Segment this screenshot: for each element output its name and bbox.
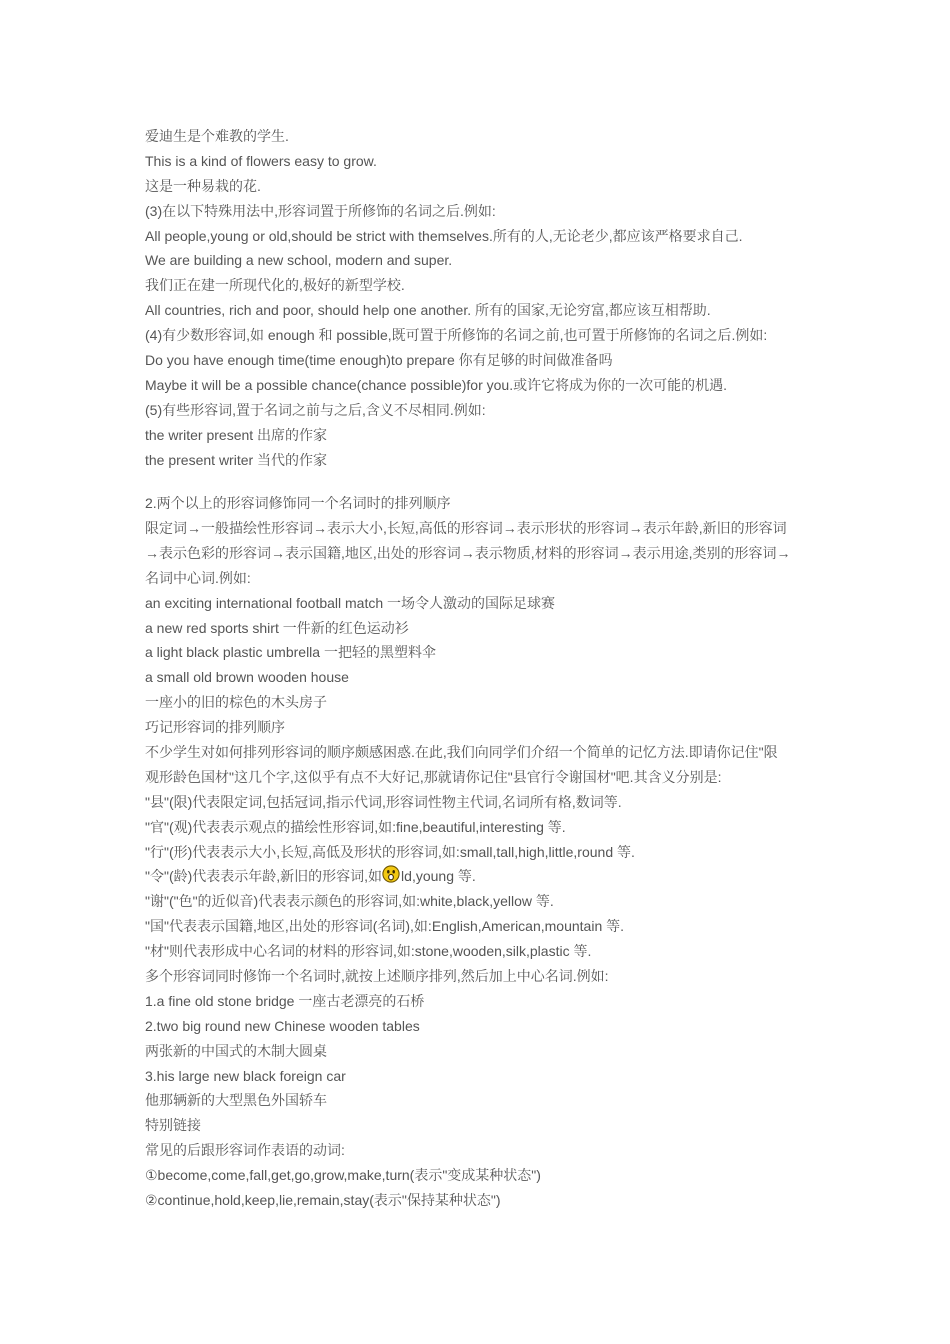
text-line: (5)有些形容词,置于名词之前与之后,含义不尽相同.例如: <box>145 401 486 418</box>
text-line: This is a kind of flowers easy to grow. <box>145 152 377 169</box>
text-line: We are building a new school, modern and super. <box>145 252 453 269</box>
text-line: "行"(形)代表表示大小,长短,高低及形状的形容词,如:small,tall,high,little,round 等. <box>145 843 635 860</box>
text-line: a light black plastic umbrella 一把轻的黑塑料伞 <box>145 644 436 661</box>
surprised-face-emoticon-icon <box>382 865 400 883</box>
text-line: 这是一种易栽的花. <box>145 177 261 194</box>
text-line: Do you have enough time(time enough)to prepare 你有足够的时间做准备吗 <box>145 352 613 369</box>
text-line: "国"代表表示国籍,地区,出处的形容词(名词),如:English,American,mountain 等. <box>145 918 625 935</box>
text-line: 名词中心词.例如: <box>145 569 251 586</box>
text-line: 观形龄色国材"这几个字,这似乎有点不大好记,那就请你记住"县官行令谢国材"吧.其含义分别是: <box>145 768 722 785</box>
text-line: 我们正在建一所现代化的,极好的新型学校. <box>145 277 405 294</box>
text-line: "官"(观)代表表示观点的描绘性形容词,如:fine,beautiful,interesting 等. <box>145 818 566 835</box>
text-line: ②continue,hold,keep,lie,remain,stay(表示"保持某种状态") <box>145 1192 501 1208</box>
paragraph-block-adjective-postposition <box>145 124 815 472</box>
document-body <box>145 124 815 1213</box>
text-line: 不少学生对如何排列形容词的顺序颇感困惑.在此,我们向同学们介绍一个简单的记忆方法.即请你记住"限 <box>145 743 778 760</box>
text-line: 2.two big round new Chinese wooden tables <box>145 1017 420 1034</box>
text-fragment: "令"(龄)代表表示年龄,新旧的形容词,如 <box>145 868 383 885</box>
text-line: 特别链接 <box>145 1117 201 1134</box>
text-line: 多个形容词同时修饰一个名词时,就按上述顺序排列,然后加上中心名词.例如: <box>145 967 609 984</box>
text-line: Maybe it will be a possible chance(chance possible)for you.或许它将成为你的一次可能的机遇. <box>145 376 727 393</box>
text-line: a small old brown wooden house <box>145 669 349 686</box>
text-line: All people,young or old,should be strict with themselves.所有的人,无论老少,都应该严格要求自己. <box>145 227 743 244</box>
text-line: →表示色彩的形容词→表示国籍,地区,出处的形容词→表示物质,材料的形容词→表示用途,类别的形容词→ <box>145 544 791 561</box>
text-line: "材"则代表形成中心名词的材料的形容词,如:stone,wooden,silk,plastic 等. <box>145 943 592 960</box>
text-line: an exciting international football match 一场令人激动的国际足球赛 <box>145 594 556 611</box>
text-line: 两张新的中国式的木制大圆桌 <box>145 1042 327 1059</box>
text-line: 限定词→一般描绘性形容词→表示大小,长短,高低的形容词→表示形状的形容词→表示年龄,新旧的形容词 <box>145 519 787 536</box>
text-line-ling <box>145 864 815 889</box>
paragraph-block-adjective-order <box>145 491 815 864</box>
text-line: "县"(限)代表限定词,包括冠词,指示代词,形容词性物主代词,名词所有格,数词等. <box>145 793 622 810</box>
text-line: 2.两个以上的形容词修饰同一个名词时的排列顺序 <box>145 495 451 512</box>
text-line: All countries, rich and poor, should help one another. 所有的国家,无论穷富,都应该互相帮助. <box>145 302 711 319</box>
text-line: the present writer 当代的作家 <box>145 451 328 468</box>
text-line: 巧记形容词的排列顺序 <box>145 719 285 736</box>
text-line: 他那辆新的大型黑色外国轿车 <box>145 1092 327 1109</box>
text-line: the writer present 出席的作家 <box>145 426 328 443</box>
text-line: (4)有少数形容词,如 enough 和 possible,既可置于所修饰的名词之前,也可置于所修饰的名词之后.例如: <box>145 327 768 344</box>
blank-line <box>145 472 815 491</box>
text-line: 常见的后跟形容词作表语的动词: <box>145 1142 345 1159</box>
text-line: ①become,come,fall,get,go,grow,make,turn(表示"变成某种状态") <box>145 1167 541 1184</box>
text-fragment: ld,young 等. <box>401 868 476 885</box>
text-line: 一座小的旧的棕色的木头房子 <box>145 694 327 711</box>
text-line: "谢"("色"的近似音)代表表示颜色的形容词,如:white,black,yellow 等. <box>145 893 554 910</box>
text-line: 3.his large new black foreign car <box>145 1067 346 1084</box>
text-line: 爱迪生是个难教的学生. <box>145 128 289 144</box>
text-line: 1.a fine old stone bridge 一座古老漂亮的石桥 <box>145 992 425 1009</box>
text-line: a new red sports shirt 一件新的红色运动衫 <box>145 619 409 636</box>
text-line: (3)在以下特殊用法中,形容词置于所修饰的名词之后.例如: <box>145 202 496 219</box>
paragraph-block-adjective-order-continued <box>145 889 815 1213</box>
